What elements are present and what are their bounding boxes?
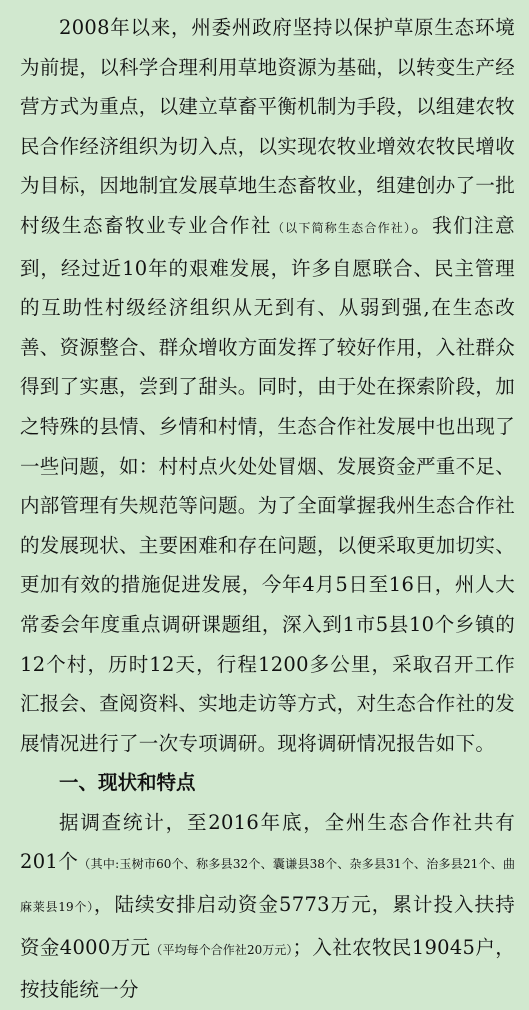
status-text-part1: 据调查统计，至2016年底，全州生态合作社共有201个 bbox=[20, 810, 515, 874]
intro-text-part1: 2008年以来，州委州政府坚持以保护草原生态环境为前提，以科学合理利用草地资源为基础，以转变生产经营方式为重点，以建立草畜平衡机制为手段，以组建农牧民合作经济组织为切入点，以实现农牧业增效农牧民增收为目标，因地制宜发展草地生态畜牧业，组建创办了一批村级生态畜牧业专业合作社 bbox=[20, 16, 516, 237]
status-paragraph bbox=[20, 803, 515, 1010]
intro-abbreviation-note: （以下简称生态合作社） bbox=[271, 220, 412, 235]
intro-paragraph bbox=[20, 8, 515, 763]
county-breakdown-note: （其中:玉树市60个、称多县32个、囊谦县38个、杂多县31个、治多县21个、曲麻莱县19个） bbox=[20, 857, 515, 915]
section-heading-status: 一、现状和特点 bbox=[59, 771, 196, 795]
average-funding-note: （平均每个合作社20万元） bbox=[150, 942, 293, 957]
intro-text-part2: 。我们注意到，经过近10年的艰难发展，许多自愿联合、民主管理的互助性村级经济组织从无到有、从弱到强,在生态改善、资源整合、群众增收方面发挥了较好作用，入社群众得到了实惠，尝到了甜头。同时，由于处在探索阶段，加之特殊的县情、乡情和村情，生态合作社发展中也出现了一些问题，如：村村点火处处冒烟、发展资金严重不足、内部管理有失规范等问题。为了全面掌握我州生态合作社的发展现状、主要困难和存在问题，以便采取更加切实、更加有效的措施促进发展，今年4月5日至16日，州人大常委会年度重点调研课题组，深入到1市5县10个乡镇的12个村，历时12天，行程1200多公里，采取召开工作汇报会、查阅资料、实地走访等方式，对生态合作社的发展情况进行了一次专项调研。现将调研情况报告如下。 bbox=[20, 213, 516, 755]
status-text-part2: ，陆续安排启动资金5773万元，累计投入扶持资金4000万元 bbox=[20, 893, 515, 959]
status-text-part3: ；入社农牧民19045户，按技能统一分 bbox=[20, 935, 516, 1002]
